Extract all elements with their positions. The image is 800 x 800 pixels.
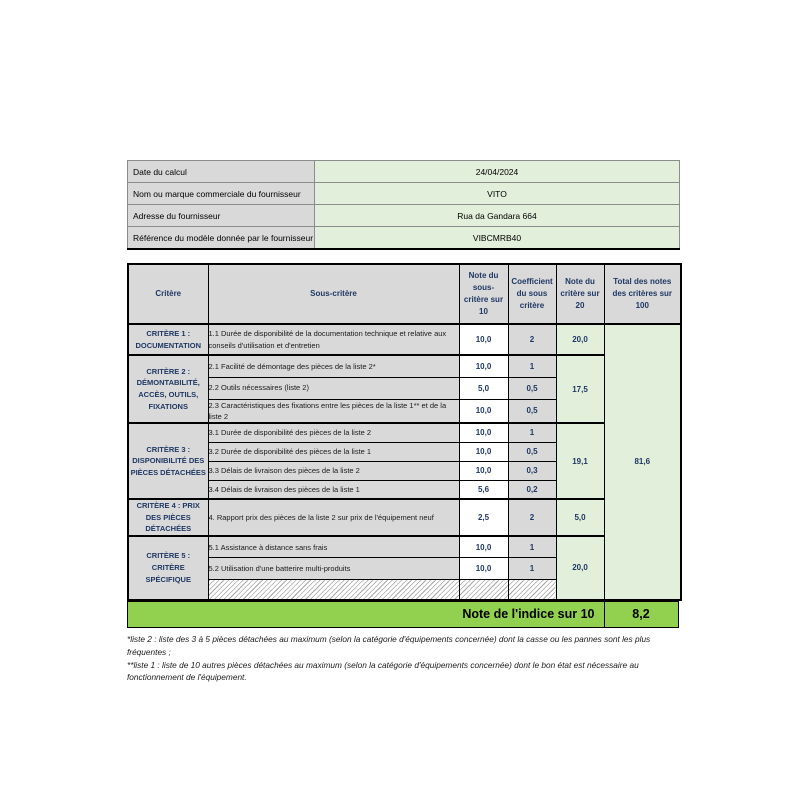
hatched-empty-cell — [208, 580, 459, 600]
coefficient-cell-3-2: 0,5 — [508, 442, 556, 461]
criterion-1-cell: CRITÈRE 1 : DOCUMENTATION — [128, 324, 208, 355]
note-cell-5-1: 10,0 — [459, 536, 508, 558]
index-score-row — [127, 601, 679, 628]
info-value-supplier-address: Rua da Gandara 664 — [315, 205, 680, 227]
info-row — [128, 227, 680, 250]
footnote-liste-1: **liste 1 : liste de 10 autres pièces détachées au maximum (selon la catégorie d'équipements concernée) dont le bon état est nécessaire au fonctionnement de l'équipement. — [127, 659, 639, 683]
table-row — [128, 423, 681, 442]
note-cell-2-3: 10,0 — [459, 399, 508, 423]
index-score-label: Note de l'indice sur 10 — [128, 602, 605, 627]
hatched-empty-cell — [459, 580, 508, 600]
criteria-table — [127, 263, 682, 601]
score20-criterion-3: 19,1 — [556, 423, 604, 499]
sheet-content — [127, 160, 680, 684]
subcriterion-1-1: 1.1 Durée de disponibilité de la documentation technique et relative aux conseils d'utilisation et d'entretien — [208, 324, 459, 355]
header-note-crit-20: Note du critère sur 20 — [556, 264, 604, 324]
criterion-3-cell: CRITÈRE 3 : DISPONIBILITÉ DES PIÈCES DÉTACHÉES — [128, 423, 208, 499]
footnote-liste-2: *liste 2 : liste des 3 à 5 pièces détachées au maximum (selon la catégorie d'équipements concernée) dont la casse ou les pannes sont les plus fréquentes ; — [127, 633, 651, 657]
subcriterion-5-2: 5.2 Utilisation d'une batterire multi-produits — [208, 558, 459, 580]
total-score-cell: 81,6 — [604, 324, 681, 600]
table-row — [128, 324, 681, 355]
info-row — [128, 161, 680, 183]
coefficient-cell-3-3: 0,3 — [508, 461, 556, 480]
note-cell-3-1: 10,0 — [459, 423, 508, 442]
note-cell-3-3: 10,0 — [459, 461, 508, 480]
supplier-info-table — [127, 160, 680, 250]
coefficient-cell-5-1: 1 — [508, 536, 556, 558]
score20-criterion-1: 20,0 — [556, 324, 604, 355]
coefficient-cell-3-1: 1 — [508, 423, 556, 442]
header-criterion: Critère — [128, 264, 208, 324]
criterion-4-cell: CRITÈRE 4 : PRIX DES PIÈCES DÉTACHÉES — [128, 499, 208, 536]
info-value-supplier-name: VITO — [315, 183, 680, 205]
footnotes — [127, 633, 684, 684]
index-score-value: 8,2 — [632, 607, 650, 622]
coefficient-cell-5-2: 1 — [508, 558, 556, 580]
table-row — [128, 536, 681, 558]
criteria-table-header-row — [128, 264, 681, 324]
criterion-5-cell: CRITÈRE 5 : CRITÈRE SPÉCIFIQUE — [128, 536, 208, 600]
hatched-empty-cell — [508, 580, 556, 600]
criterion-2-cell: CRITÈRE 2 : DÉMONTABILITÉ, ACCÈS, OUTILS, FIXATIONS — [128, 355, 208, 423]
coefficient-cell-2-2: 0,5 — [508, 377, 556, 399]
score20-criterion-4: 5,0 — [556, 499, 604, 536]
table-row — [128, 499, 681, 536]
info-value-model-reference: VIBCMRB40 — [315, 227, 680, 250]
subcriterion-2-3: 2.3 Caractéristiques des fixations entre les pièces de la liste 1** et de la liste 2 — [208, 399, 459, 423]
coefficient-cell-3-4: 0,2 — [508, 480, 556, 499]
note-cell-2-2: 5,0 — [459, 377, 508, 399]
note-cell-5-2: 10,0 — [459, 558, 508, 580]
coefficient-cell-2-1: 1 — [508, 355, 556, 377]
note-cell-1-1: 10,0 — [459, 324, 508, 355]
info-label-supplier-name: Nom ou marque commerciale du fournisseur — [128, 183, 315, 205]
subcriterion-3-4: 3.4 Délais de livraison des pièces de la liste 1 — [208, 480, 459, 499]
note-cell-3-4: 5,6 — [459, 480, 508, 499]
info-value-date: 24/04/2024 — [315, 161, 680, 183]
header-total-100: Total des notes des critères sur 100 — [604, 264, 681, 324]
score20-criterion-2: 17,5 — [556, 355, 604, 423]
info-label-date: Date du calcul — [128, 161, 315, 183]
coefficient-cell-1-1: 2 — [508, 324, 556, 355]
table-row — [128, 355, 681, 377]
note-cell-2-1: 10,0 — [459, 355, 508, 377]
subcriterion-3-2: 3.2 Durée de disponibilité des pièces de la liste 1 — [208, 442, 459, 461]
header-subcriterion: Sous-critère — [208, 264, 459, 324]
subcriterion-5-1: 5.1 Assistance à distance sans frais — [208, 536, 459, 558]
score20-criterion-5: 20,0 — [556, 536, 604, 600]
note-cell-3-2: 10,0 — [459, 442, 508, 461]
subcriterion-2-2: 2.2 Outils nécessaires (liste 2) — [208, 377, 459, 399]
coefficient-cell-2-3: 0,5 — [508, 399, 556, 423]
subcriterion-2-1: 2.1 Facilité de démontage des pièces de la liste 2* — [208, 355, 459, 377]
subcriterion-3-3: 3.3 Délais de livraison des pièces de la liste 2 — [208, 461, 459, 480]
subcriterion-4: 4. Rapport prix des pièces de la liste 2 sur prix de l'équipement neuf — [208, 499, 459, 536]
info-label-model-reference: Référence du modèle donnée par le fournisseur — [128, 227, 315, 250]
header-note-sub-10: Note du sous-critère sur 10 — [459, 264, 508, 324]
coefficient-cell-4: 2 — [508, 499, 556, 536]
note-cell-4: 2,5 — [459, 499, 508, 536]
info-row — [128, 183, 680, 205]
header-coefficient: Coefficient du sous critère — [508, 264, 556, 324]
info-row — [128, 205, 680, 227]
info-label-supplier-address: Adresse du fournisseur — [128, 205, 315, 227]
subcriterion-3-1: 3.1 Durée de disponibilité des pièces de la liste 2 — [208, 423, 459, 442]
